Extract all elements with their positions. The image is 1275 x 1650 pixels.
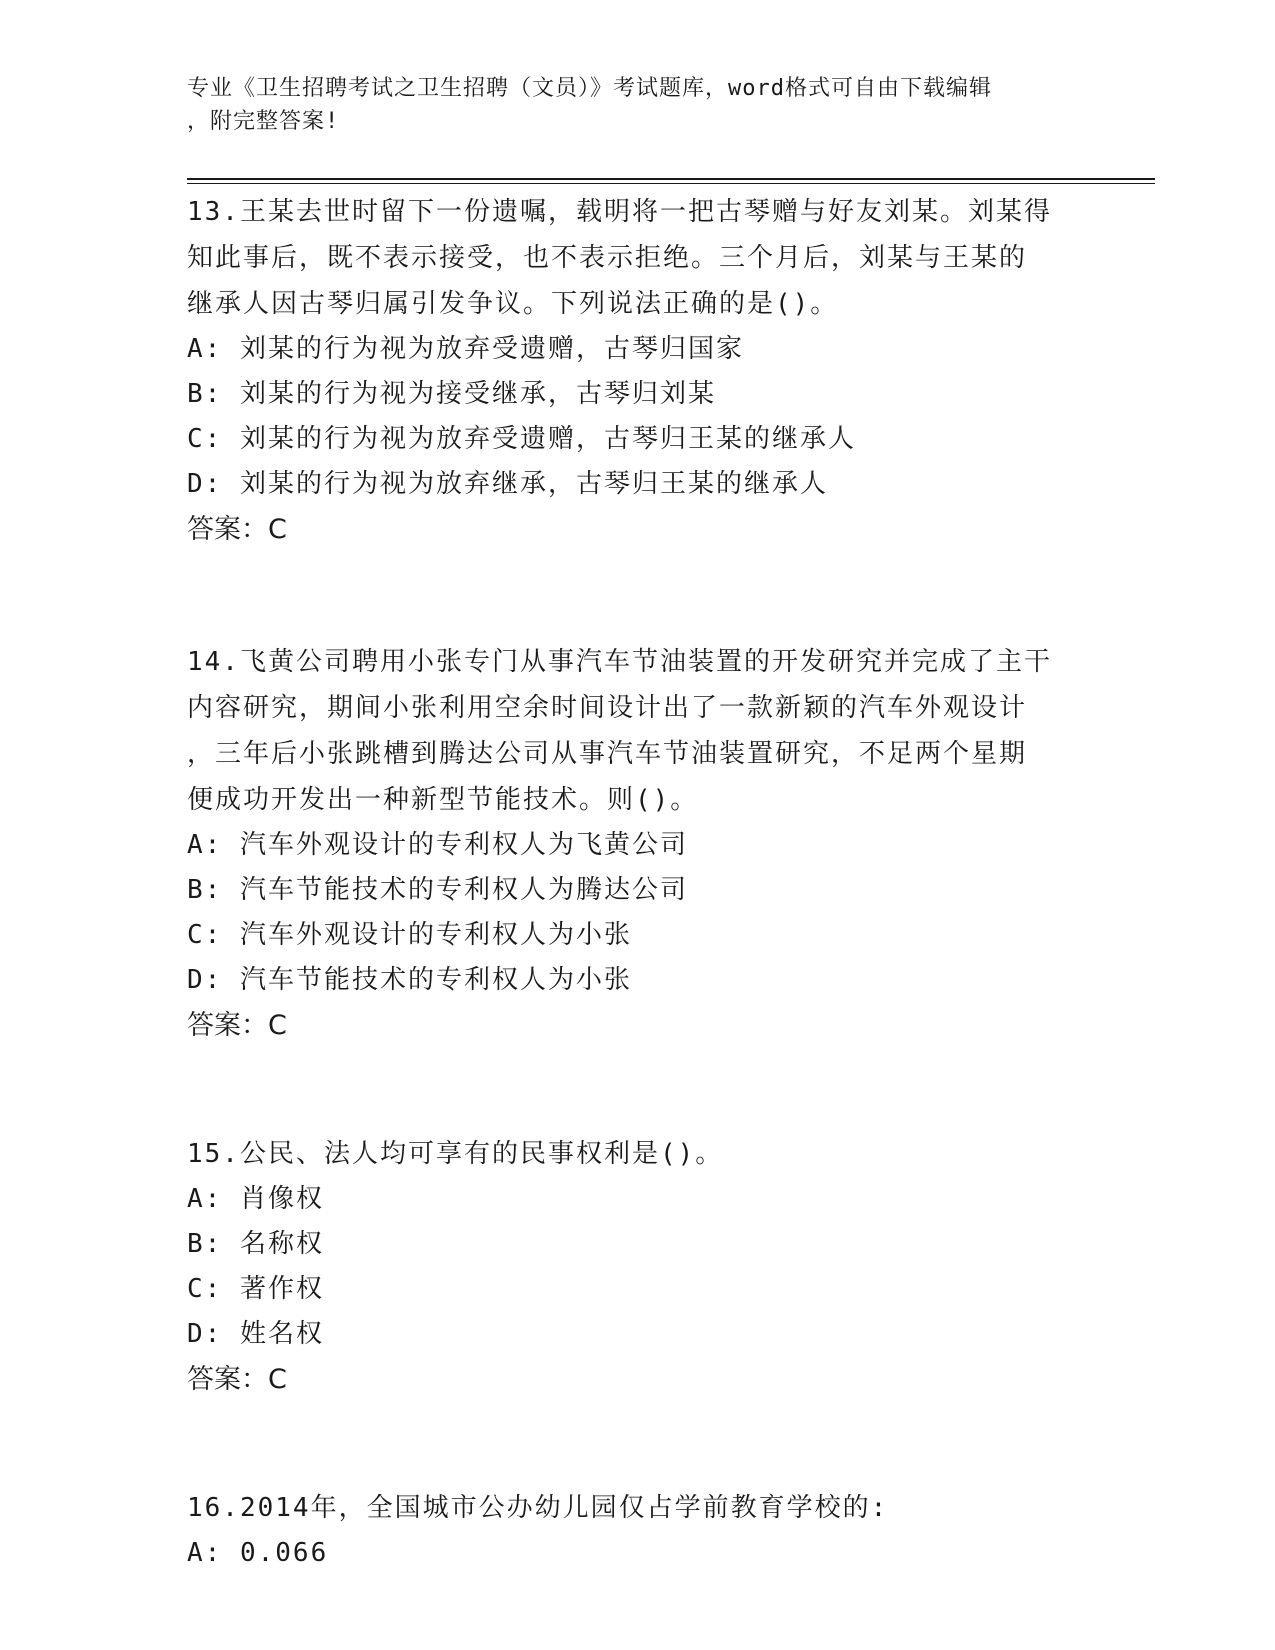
question-14: [187, 639, 1087, 1049]
option-c: C: 刘某的行为视为放弃受遗赠，古琴归王某的继承人: [187, 424, 856, 454]
header-divider-thick: [187, 178, 1155, 180]
question-list: [187, 189, 1087, 1576]
option-c: C: 汽车外观设计的专利权人为小张: [187, 920, 632, 950]
option-d: D: 刘某的行为视为放弃继承，古琴归王某的继承人: [187, 469, 828, 499]
question-stem-line: 内容研究，期间小张利用空余时间设计出了一款新颖的汽车外观设计: [187, 693, 1028, 723]
question-13: [187, 189, 1087, 553]
question-stem-line: 15.公民、法人均可享有的民事权利是()。: [187, 1139, 724, 1169]
option-a: A: 刘某的行为视为放弃受遗赠，古琴归国家: [187, 334, 744, 364]
answer: 答案：C: [187, 1010, 287, 1041]
document-header: [187, 72, 1077, 138]
answer: 答案：C: [187, 1364, 287, 1395]
option-b: B: 汽车节能技术的专利权人为腾达公司: [187, 875, 688, 905]
question-stem-line: ，三年后小张跳槽到腾达公司从事汽车节油装置研究，不足两个星期: [187, 739, 1028, 769]
question-16: [187, 1485, 1087, 1576]
question-stem-line: 16.2014年，全国城市公办幼儿园仅占学前教育学校的:: [187, 1493, 889, 1523]
question-stem-line: 13.王某去世时留下一份遗嘱，载明将一把古琴赠与好友刘某。刘某得: [187, 197, 1052, 227]
answer: 答案：C: [187, 514, 287, 545]
question-spacer: [187, 553, 1087, 639]
question-spacer: [187, 1049, 1087, 1131]
question-stem-line: 知此事后，既不表示接受，也不表示拒绝。三个月后，刘某与王某的: [187, 243, 1028, 273]
header-divider-thin: [187, 183, 1155, 184]
header-line-1: 专业《卫生招聘考试之卫生招聘（文员）》考试题库，word格式可自由下载编辑: [187, 76, 992, 101]
question-stem-line: 14.飞黄公司聘用小张专门从事汽车节油装置的开发研究并完成了主干: [187, 647, 1052, 677]
question-spacer: [187, 1403, 1087, 1485]
option-d: D: 姓名权: [187, 1319, 324, 1349]
question-stem-line: 继承人因古琴归属引发争议。下列说法正确的是()。: [187, 289, 839, 319]
option-c: C: 著作权: [187, 1274, 324, 1304]
option-d: D: 汽车节能技术的专利权人为小张: [187, 965, 632, 995]
option-a: A: 汽车外观设计的专利权人为飞黄公司: [187, 830, 688, 860]
question-15: [187, 1131, 1087, 1403]
option-b: B: 刘某的行为视为接受继承，古琴归刘某: [187, 379, 716, 409]
option-b: B: 名称权: [187, 1229, 324, 1259]
option-a: A: 0.066: [187, 1538, 329, 1568]
question-stem-line: 便成功开发出一种新型节能技术。则()。: [187, 785, 699, 815]
header-line-2: ，附完整答案!: [187, 109, 340, 134]
option-a: A: 肖像权: [187, 1184, 324, 1214]
